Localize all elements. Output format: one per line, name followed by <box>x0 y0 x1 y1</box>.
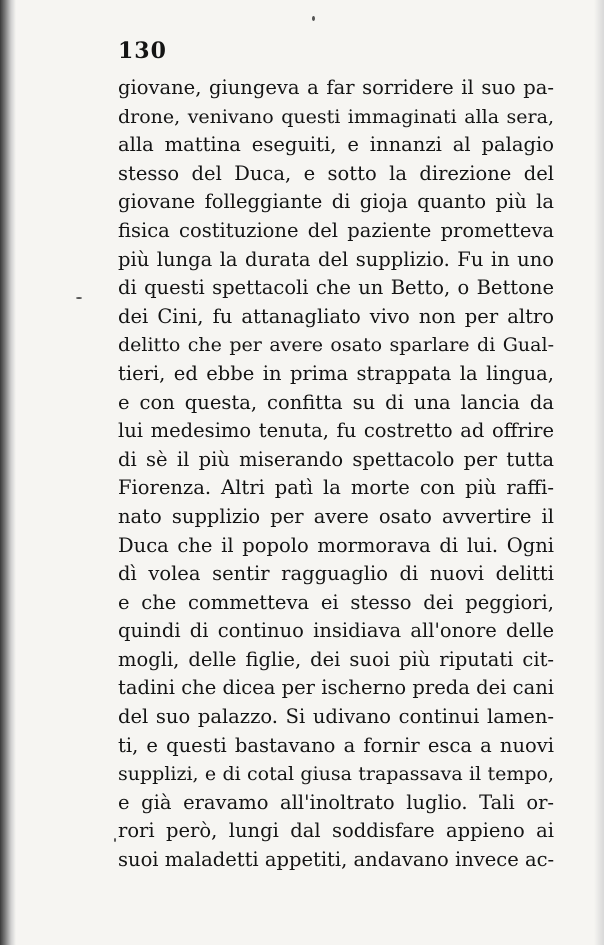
page-edge-shadow <box>594 0 604 945</box>
text-line: alla mattina eseguiti, e innanzi al palagio <box>118 133 554 157</box>
text-line: quindi di continuo insidiava all'onore delle <box>118 619 554 643</box>
text-line: drone, venivano questi immaginati alla sera, <box>118 105 554 128</box>
text-line: del suo palazzo. Si udivano continui lamen- <box>118 705 554 729</box>
text-line: e già eravamo all'inoltrato luglio. Tali or- <box>118 790 554 814</box>
text-line: Fiorenza. Altri patì la morte con più raffi- <box>118 476 554 500</box>
text-line: giovane folleggiante di gioja quanto più la <box>118 190 554 214</box>
text-line: dei Cini, fu attanagliato vivo non per altro <box>118 304 554 328</box>
text-line: supplizi, e di cotal giusa trapassava il tempo, <box>118 763 554 786</box>
text-line: tadini che dicea per ischerno preda dei cani <box>118 676 554 700</box>
text-line: fisica costituzione del paziente prometteva <box>118 218 554 242</box>
body-text <box>118 74 554 875</box>
text-line: suoi maladetti appetiti, andavano invece ac- <box>118 848 554 872</box>
text-line: giovane, giungeva a far sorridere il suo pa- <box>118 76 554 99</box>
text-line: dì volea sentir ragguaglio di nuovi delitti <box>118 562 554 586</box>
text-line: di questi spettacoli che un Betto, o Bettone <box>118 276 554 300</box>
text-line: rori però, lungi dal soddisfare appieno ai <box>118 819 554 843</box>
page-binding-shadow <box>0 0 16 945</box>
ink-speck <box>312 16 315 21</box>
text-line: delitto che per avere osato sparlare di Gual- <box>118 334 554 357</box>
text-line: e con questa, confitta su di una lancia da <box>118 390 554 414</box>
ink-speck <box>114 838 116 842</box>
text-line: Duca che il popolo mormorava di lui. Ogni <box>118 533 554 557</box>
text-line: e che commetteva ei stesso dei peggiori, <box>118 590 554 614</box>
ink-speck <box>76 297 82 299</box>
text-line: mogli, delle figlie, dei suoi più riputati cit- <box>118 647 554 671</box>
text-line: tieri, ed ebbe in prima strappata la lingua, <box>118 361 554 385</box>
text-line: lui medesimo tenuta, fu costretto ad offrire <box>118 419 554 443</box>
text-line: più lunga la durata del supplizio. Fu in uno <box>118 247 554 271</box>
text-line: stesso del Duca, e sotto la direzione del <box>118 161 554 185</box>
text-line: ti, e questi bastavano a fornir esca a nuovi <box>118 733 554 757</box>
page-number: 130 <box>118 38 167 64</box>
text-line: nato supplizio per avere osato avvertire il <box>118 504 554 528</box>
text-line: di sè il più miserando spettacolo per tutta <box>118 447 554 471</box>
